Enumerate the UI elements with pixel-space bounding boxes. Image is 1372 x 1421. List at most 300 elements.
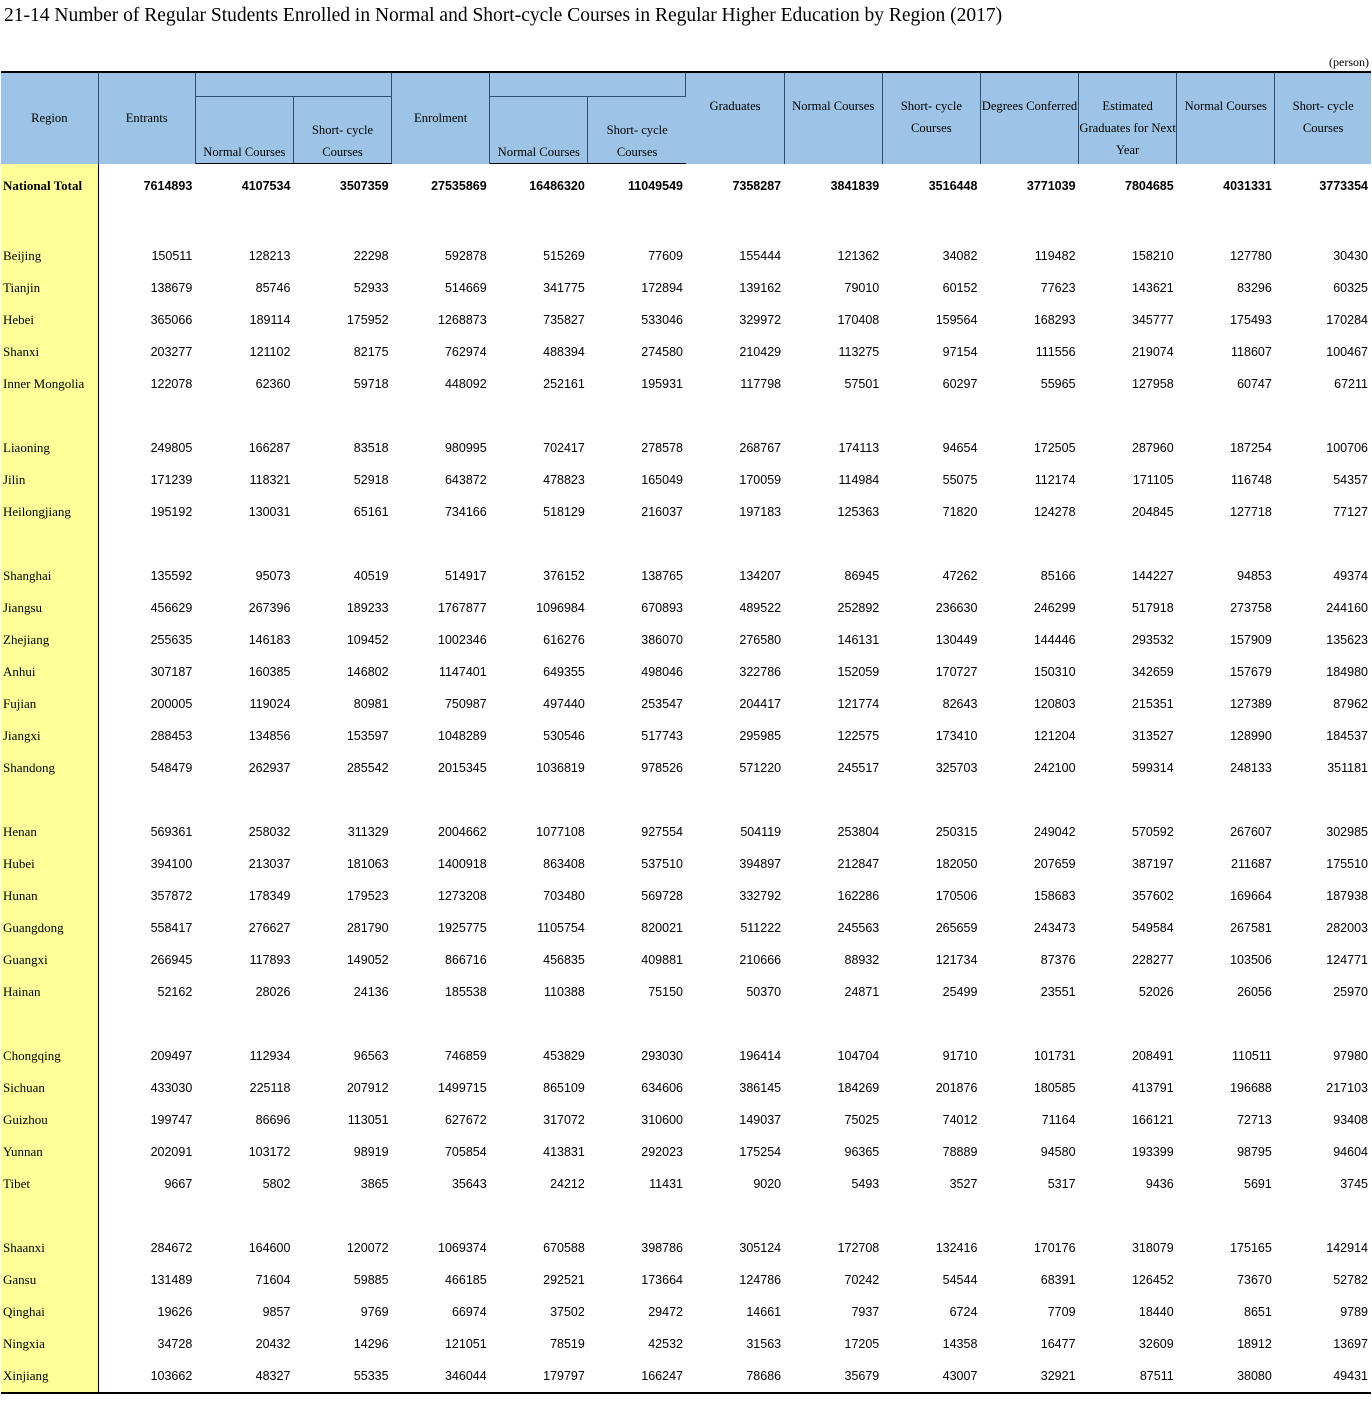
value-cell: 4107534	[241, 179, 291, 193]
value-cell: 52933	[353, 281, 389, 295]
value-cell: 394897	[739, 857, 782, 871]
value-cell	[980, 400, 1078, 432]
header-estimated-short: Short- cycle Courses	[1275, 72, 1371, 164]
value-cell	[980, 1200, 1078, 1232]
value-cell	[1079, 1200, 1177, 1232]
table-body	[1, 164, 1371, 1394]
value-cell: 1147401	[438, 665, 487, 679]
value-cell: 24212	[550, 1177, 585, 1191]
value-cell: 96563	[353, 1049, 389, 1063]
value-cell: 127389	[1230, 697, 1272, 711]
value-cell: 142914	[1326, 1241, 1368, 1255]
value-cell: 25970	[1333, 985, 1368, 999]
table-row	[1, 976, 1371, 1008]
value-cell	[882, 208, 980, 240]
value-cell: 599314	[1131, 761, 1174, 775]
value-cell	[490, 784, 588, 816]
value-cell: 60325	[1333, 281, 1368, 295]
value-cell	[1079, 1008, 1177, 1040]
value-cell: 734166	[444, 505, 487, 519]
spacer-row	[1, 528, 1371, 560]
value-cell: 5691	[1244, 1177, 1272, 1191]
value-cell: 820021	[641, 921, 683, 935]
value-cell: 497440	[543, 697, 585, 711]
value-cell: 24871	[844, 985, 880, 999]
value-cell: 3865	[360, 1177, 389, 1191]
value-cell: 169664	[1230, 889, 1272, 903]
value-cell	[1177, 784, 1275, 816]
value-cell: 9436	[1145, 1177, 1174, 1191]
value-cell: 130031	[248, 505, 291, 519]
value-cell: 14296	[353, 1337, 389, 1351]
data-table	[1, 71, 1371, 1394]
value-cell: 285542	[346, 761, 389, 775]
table-row	[1, 1328, 1371, 1360]
value-cell	[195, 784, 293, 816]
value-cell: 210666	[739, 953, 782, 967]
value-cell: 204845	[1131, 505, 1174, 519]
table-row	[1, 464, 1371, 496]
region-cell: Sichuan	[1, 1072, 98, 1104]
value-cell: 5802	[262, 1177, 291, 1191]
value-cell: 170408	[837, 313, 880, 327]
value-cell	[686, 400, 784, 432]
value-cell	[980, 784, 1078, 816]
value-cell: 281790	[346, 921, 389, 935]
value-cell: 345777	[1131, 313, 1174, 327]
value-cell: 159564	[935, 313, 978, 327]
value-cell: 193399	[1131, 1145, 1174, 1159]
value-cell: 274580	[641, 345, 683, 359]
value-cell: 97980	[1333, 1049, 1368, 1063]
value-cell: 863408	[543, 857, 585, 871]
value-cell: 3527	[949, 1177, 978, 1191]
value-cell: 135592	[150, 569, 193, 583]
value-cell: 394100	[150, 857, 193, 871]
value-cell: 71604	[255, 1273, 291, 1287]
value-cell: 184269	[837, 1081, 880, 1095]
value-cell: 153597	[346, 729, 389, 743]
table-row	[1, 1264, 1371, 1296]
value-cell: 187254	[1230, 441, 1272, 455]
value-cell	[686, 528, 784, 560]
value-cell	[392, 400, 490, 432]
value-cell: 93408	[1333, 1113, 1368, 1127]
value-cell: 6724	[949, 1305, 978, 1319]
value-cell: 16486320	[529, 179, 585, 193]
value-cell: 643872	[444, 473, 487, 487]
value-cell: 217103	[1326, 1081, 1368, 1095]
value-cell: 113051	[347, 1113, 389, 1127]
region-cell: Qinghai	[1, 1296, 98, 1328]
value-cell: 702417	[543, 441, 585, 455]
table-row	[1, 1168, 1371, 1200]
value-cell	[98, 528, 195, 560]
table-row	[1, 240, 1371, 272]
value-cell	[293, 208, 391, 240]
value-cell	[686, 1200, 784, 1232]
value-cell: 273758	[1230, 601, 1272, 615]
value-cell	[1079, 528, 1177, 560]
region-cell: Liaoning	[1, 432, 98, 464]
value-cell: 146802	[346, 665, 389, 679]
value-cell: 118607	[1231, 345, 1272, 359]
value-cell: 18440	[1138, 1305, 1174, 1319]
table-row	[1, 1232, 1371, 1264]
value-cell: 9667	[164, 1177, 193, 1191]
value-cell: 466185	[444, 1273, 487, 1287]
value-cell: 9769	[360, 1305, 389, 1319]
value-cell	[392, 528, 490, 560]
value-cell: 146183	[248, 633, 291, 647]
value-cell: 166287	[248, 441, 291, 455]
value-cell: 40519	[353, 569, 389, 583]
value-cell	[98, 784, 195, 816]
value-cell: 592878	[444, 249, 487, 263]
value-cell: 83296	[1237, 281, 1272, 295]
region-cell: Hebei	[1, 304, 98, 336]
value-cell: 518129	[543, 505, 585, 519]
value-cell: 1273208	[438, 889, 487, 903]
value-cell: 262937	[248, 761, 291, 775]
value-cell: 456835	[543, 953, 585, 967]
value-cell: 195931	[641, 377, 683, 391]
header-entrants-short: Short- cycle Courses	[293, 97, 391, 164]
value-cell: 49374	[1333, 569, 1368, 583]
value-cell: 57501	[844, 377, 880, 391]
value-cell: 571220	[739, 761, 782, 775]
value-cell: 514917	[444, 569, 487, 583]
value-cell: 265659	[935, 921, 978, 935]
table-header	[1, 72, 1371, 164]
value-cell: 52918	[353, 473, 389, 487]
value-cell: 98919	[353, 1145, 389, 1159]
value-cell: 558417	[150, 921, 193, 935]
value-cell: 3516448	[928, 178, 978, 193]
value-cell: 30430	[1333, 249, 1368, 263]
value-cell: 488394	[543, 345, 585, 359]
value-cell: 68391	[1040, 1273, 1076, 1287]
header-entrants-normal: Normal Courses	[195, 97, 293, 164]
value-cell: 548479	[150, 761, 193, 775]
value-cell: 94654	[942, 441, 978, 455]
value-cell: 211687	[1231, 857, 1272, 871]
value-cell: 295985	[739, 729, 782, 743]
value-cell: 126452	[1131, 1273, 1174, 1287]
value-cell: 32609	[1138, 1337, 1174, 1351]
value-cell: 478823	[543, 473, 585, 487]
table-row	[1, 624, 1371, 656]
value-cell: 489522	[739, 601, 782, 615]
header-entrants: Entrants	[98, 72, 195, 164]
value-cell: 54544	[942, 1273, 978, 1287]
value-cell: 307187	[150, 665, 193, 679]
value-cell: 267581	[1230, 921, 1272, 935]
value-cell: 7937	[851, 1305, 880, 1319]
value-cell: 346044	[392, 1360, 490, 1393]
value-cell	[784, 208, 882, 240]
value-cell: 170284	[1326, 313, 1368, 327]
value-cell: 75150	[648, 985, 683, 999]
value-cell: 48327	[195, 1360, 293, 1393]
value-cell	[392, 208, 490, 240]
value-cell: 202091	[150, 1145, 193, 1159]
value-cell: 20432	[255, 1337, 291, 1351]
value-cell: 124786	[739, 1273, 782, 1287]
region-cell	[1, 1200, 98, 1232]
value-cell: 250315	[935, 825, 978, 839]
value-cell: 746859	[444, 1049, 487, 1063]
value-cell: 77623	[1040, 281, 1076, 295]
value-cell: 127718	[1230, 505, 1272, 519]
value-cell: 121362	[837, 249, 880, 263]
value-cell: 37502	[550, 1305, 585, 1319]
value-cell: 276627	[248, 921, 291, 935]
table-row	[1, 336, 1371, 368]
value-cell: 47262	[942, 569, 978, 583]
value-cell: 35643	[451, 1177, 487, 1191]
region-cell: Henan	[1, 816, 98, 848]
value-cell	[195, 208, 293, 240]
value-cell: 116748	[1231, 473, 1272, 487]
value-cell: 66974	[451, 1305, 487, 1319]
value-cell: 341775	[543, 281, 585, 295]
value-cell: 7358287	[732, 178, 782, 193]
value-cell: 170727	[935, 665, 978, 679]
value-cell: 62360	[255, 377, 291, 391]
value-cell: 242100	[1033, 761, 1076, 775]
value-cell: 60747	[1237, 377, 1272, 391]
value-cell: 1767877	[438, 601, 487, 615]
value-cell: 1499715	[438, 1081, 487, 1095]
value-cell: 201876	[935, 1081, 978, 1095]
value-cell: 14358	[942, 1337, 978, 1351]
value-cell: 42532	[648, 1337, 683, 1351]
value-cell: 207659	[1033, 857, 1076, 871]
value-cell: 276580	[739, 633, 782, 647]
region-cell: Jiangxi	[1, 720, 98, 752]
value-cell: 409881	[641, 953, 683, 967]
value-cell: 196688	[1230, 1081, 1272, 1095]
value-cell: 168293	[1033, 313, 1076, 327]
header-enrolment: Enrolment	[392, 72, 490, 164]
region-cell: Guangdong	[1, 912, 98, 944]
value-cell: 103506	[1230, 953, 1272, 967]
value-cell: 267607	[1230, 825, 1272, 839]
value-cell: 98795	[1237, 1145, 1272, 1159]
value-cell: 80981	[353, 697, 389, 711]
value-cell: 111556	[1035, 345, 1076, 359]
value-cell: 59885	[353, 1273, 389, 1287]
value-cell: 5317	[1047, 1177, 1076, 1191]
value-cell: 146131	[837, 633, 880, 647]
value-cell: 1105754	[537, 921, 585, 935]
value-cell	[1275, 1200, 1371, 1232]
region-cell: Tibet	[1, 1168, 98, 1200]
value-cell: 55075	[942, 473, 978, 487]
value-cell: 38080	[1177, 1360, 1275, 1393]
value-cell: 71820	[942, 505, 978, 519]
table-row	[1, 496, 1371, 528]
value-cell: 514669	[444, 281, 487, 295]
value-cell: 7804685	[1125, 178, 1174, 193]
table-row	[1, 688, 1371, 720]
value-cell	[195, 1200, 293, 1232]
value-cell: 54357	[1333, 473, 1368, 487]
value-cell: 204417	[739, 697, 782, 711]
value-cell: 155444	[739, 249, 782, 263]
value-cell: 517743	[641, 729, 683, 743]
value-cell: 517918	[1131, 601, 1174, 615]
table-row	[1, 304, 1371, 336]
table-row	[1, 1104, 1371, 1136]
value-cell: 1002346	[438, 633, 487, 647]
value-cell: 2015345	[438, 761, 487, 775]
region-cell: Heilongjiang	[1, 496, 98, 528]
region-cell	[1, 208, 98, 240]
value-cell: 255635	[150, 633, 193, 647]
value-cell: 246299	[1033, 601, 1076, 615]
value-cell: 82175	[353, 345, 389, 359]
value-cell: 85166	[1040, 569, 1076, 583]
region-cell: Jilin	[1, 464, 98, 496]
value-cell: 317072	[543, 1113, 585, 1127]
value-cell: 705854	[444, 1145, 487, 1159]
value-cell: 149037	[739, 1113, 782, 1127]
value-cell	[588, 208, 686, 240]
value-cell: 94853	[1237, 569, 1272, 583]
region-cell: Hunan	[1, 880, 98, 912]
value-cell: 87511	[1079, 1360, 1177, 1393]
value-cell: 138765	[641, 569, 683, 583]
value-cell: 537510	[641, 857, 683, 871]
value-cell: 16477	[1040, 1337, 1076, 1351]
value-cell: 3771039	[1026, 178, 1076, 193]
value-cell: 101731	[1033, 1049, 1076, 1063]
value-cell: 100706	[1326, 441, 1368, 455]
value-cell: 670893	[641, 601, 683, 615]
value-cell	[1177, 400, 1275, 432]
value-cell: 79010	[844, 281, 880, 295]
value-cell	[98, 1200, 195, 1232]
value-cell	[392, 1008, 490, 1040]
value-cell	[882, 784, 980, 816]
value-cell: 9857	[262, 1305, 291, 1319]
header-region: Region	[1, 72, 98, 164]
value-cell: 127780	[1230, 249, 1272, 263]
value-cell: 212847	[837, 857, 880, 871]
value-cell: 365066	[150, 313, 193, 327]
value-cell: 342659	[1131, 665, 1174, 679]
value-cell	[98, 208, 195, 240]
value-cell: 50370	[746, 985, 782, 999]
value-cell: 8651	[1244, 1305, 1272, 1319]
value-cell: 25499	[942, 985, 978, 999]
value-cell: 144227	[1131, 569, 1174, 583]
value-cell: 83518	[353, 441, 389, 455]
value-cell: 166121	[1131, 1113, 1174, 1127]
table-row	[1, 656, 1371, 688]
value-cell: 18912	[1237, 1337, 1272, 1351]
value-cell: 413831	[543, 1145, 585, 1159]
value-cell: 104704	[837, 1049, 880, 1063]
value-cell: 351181	[1327, 761, 1368, 775]
value-cell: 248133	[1230, 761, 1272, 775]
value-cell: 9789	[1340, 1305, 1368, 1319]
value-cell	[1177, 1200, 1275, 1232]
value-cell	[490, 1008, 588, 1040]
value-cell: 119482	[1034, 249, 1076, 263]
value-cell: 616276	[543, 633, 585, 647]
value-cell: 88932	[844, 953, 880, 967]
value-cell: 288453	[150, 729, 193, 743]
value-cell: 245563	[837, 921, 880, 935]
value-cell: 1077108	[536, 825, 585, 839]
value-cell: 549584	[1131, 921, 1174, 935]
value-cell: 86945	[844, 569, 880, 583]
value-cell: 292023	[641, 1145, 683, 1159]
value-cell: 60297	[942, 377, 978, 391]
value-cell: 292521	[543, 1273, 585, 1287]
value-cell: 3773354	[1319, 178, 1368, 193]
value-cell: 282003	[1326, 921, 1368, 935]
value-cell: 213037	[248, 857, 291, 871]
value-cell: 86696	[255, 1113, 291, 1127]
value-cell: 1925775	[438, 921, 487, 935]
value-cell: 750987	[444, 697, 487, 711]
region-cell: Beijing	[1, 240, 98, 272]
value-cell: 253547	[641, 697, 683, 711]
region-cell: Fujian	[1, 688, 98, 720]
value-cell: 82643	[942, 697, 978, 711]
value-cell	[588, 1200, 686, 1232]
value-cell: 268767	[739, 441, 782, 455]
value-cell: 3841839	[830, 178, 880, 193]
value-cell: 72713	[1237, 1113, 1272, 1127]
spacer-row	[1, 208, 1371, 240]
value-cell: 138679	[150, 281, 193, 295]
value-cell: 117893	[249, 953, 291, 967]
value-cell	[588, 528, 686, 560]
value-cell: 4031331	[1223, 178, 1272, 193]
value-cell: 357872	[150, 889, 193, 903]
region-cell: Hainan	[1, 976, 98, 1008]
value-cell: 313527	[1131, 729, 1174, 743]
value-cell: 236630	[935, 601, 978, 615]
header-graduates-normal: Normal Courses	[784, 72, 882, 164]
value-cell: 866716	[444, 953, 487, 967]
value-cell: 174113	[838, 441, 880, 455]
header-estimated: Estimated Graduates for Next Year	[1079, 72, 1177, 164]
value-cell: 128213	[248, 249, 291, 263]
value-cell	[1275, 208, 1371, 240]
value-cell: 533046	[641, 313, 683, 327]
value-cell: 182050	[935, 857, 978, 871]
value-cell	[293, 400, 391, 432]
value-cell: 158683	[1033, 889, 1076, 903]
region-cell	[1, 784, 98, 816]
value-cell: 112934	[249, 1049, 291, 1063]
value-cell: 110511	[1231, 1049, 1272, 1063]
value-cell: 31563	[746, 1337, 782, 1351]
value-cell: 22298	[353, 249, 389, 263]
value-cell: 253804	[837, 825, 880, 839]
header-enrolment-short: Short- cycle Courses	[588, 97, 686, 164]
value-cell: 29472	[648, 1305, 683, 1319]
value-cell	[1275, 784, 1371, 816]
unit-label: (person)	[1329, 55, 1369, 69]
value-cell	[686, 784, 784, 816]
